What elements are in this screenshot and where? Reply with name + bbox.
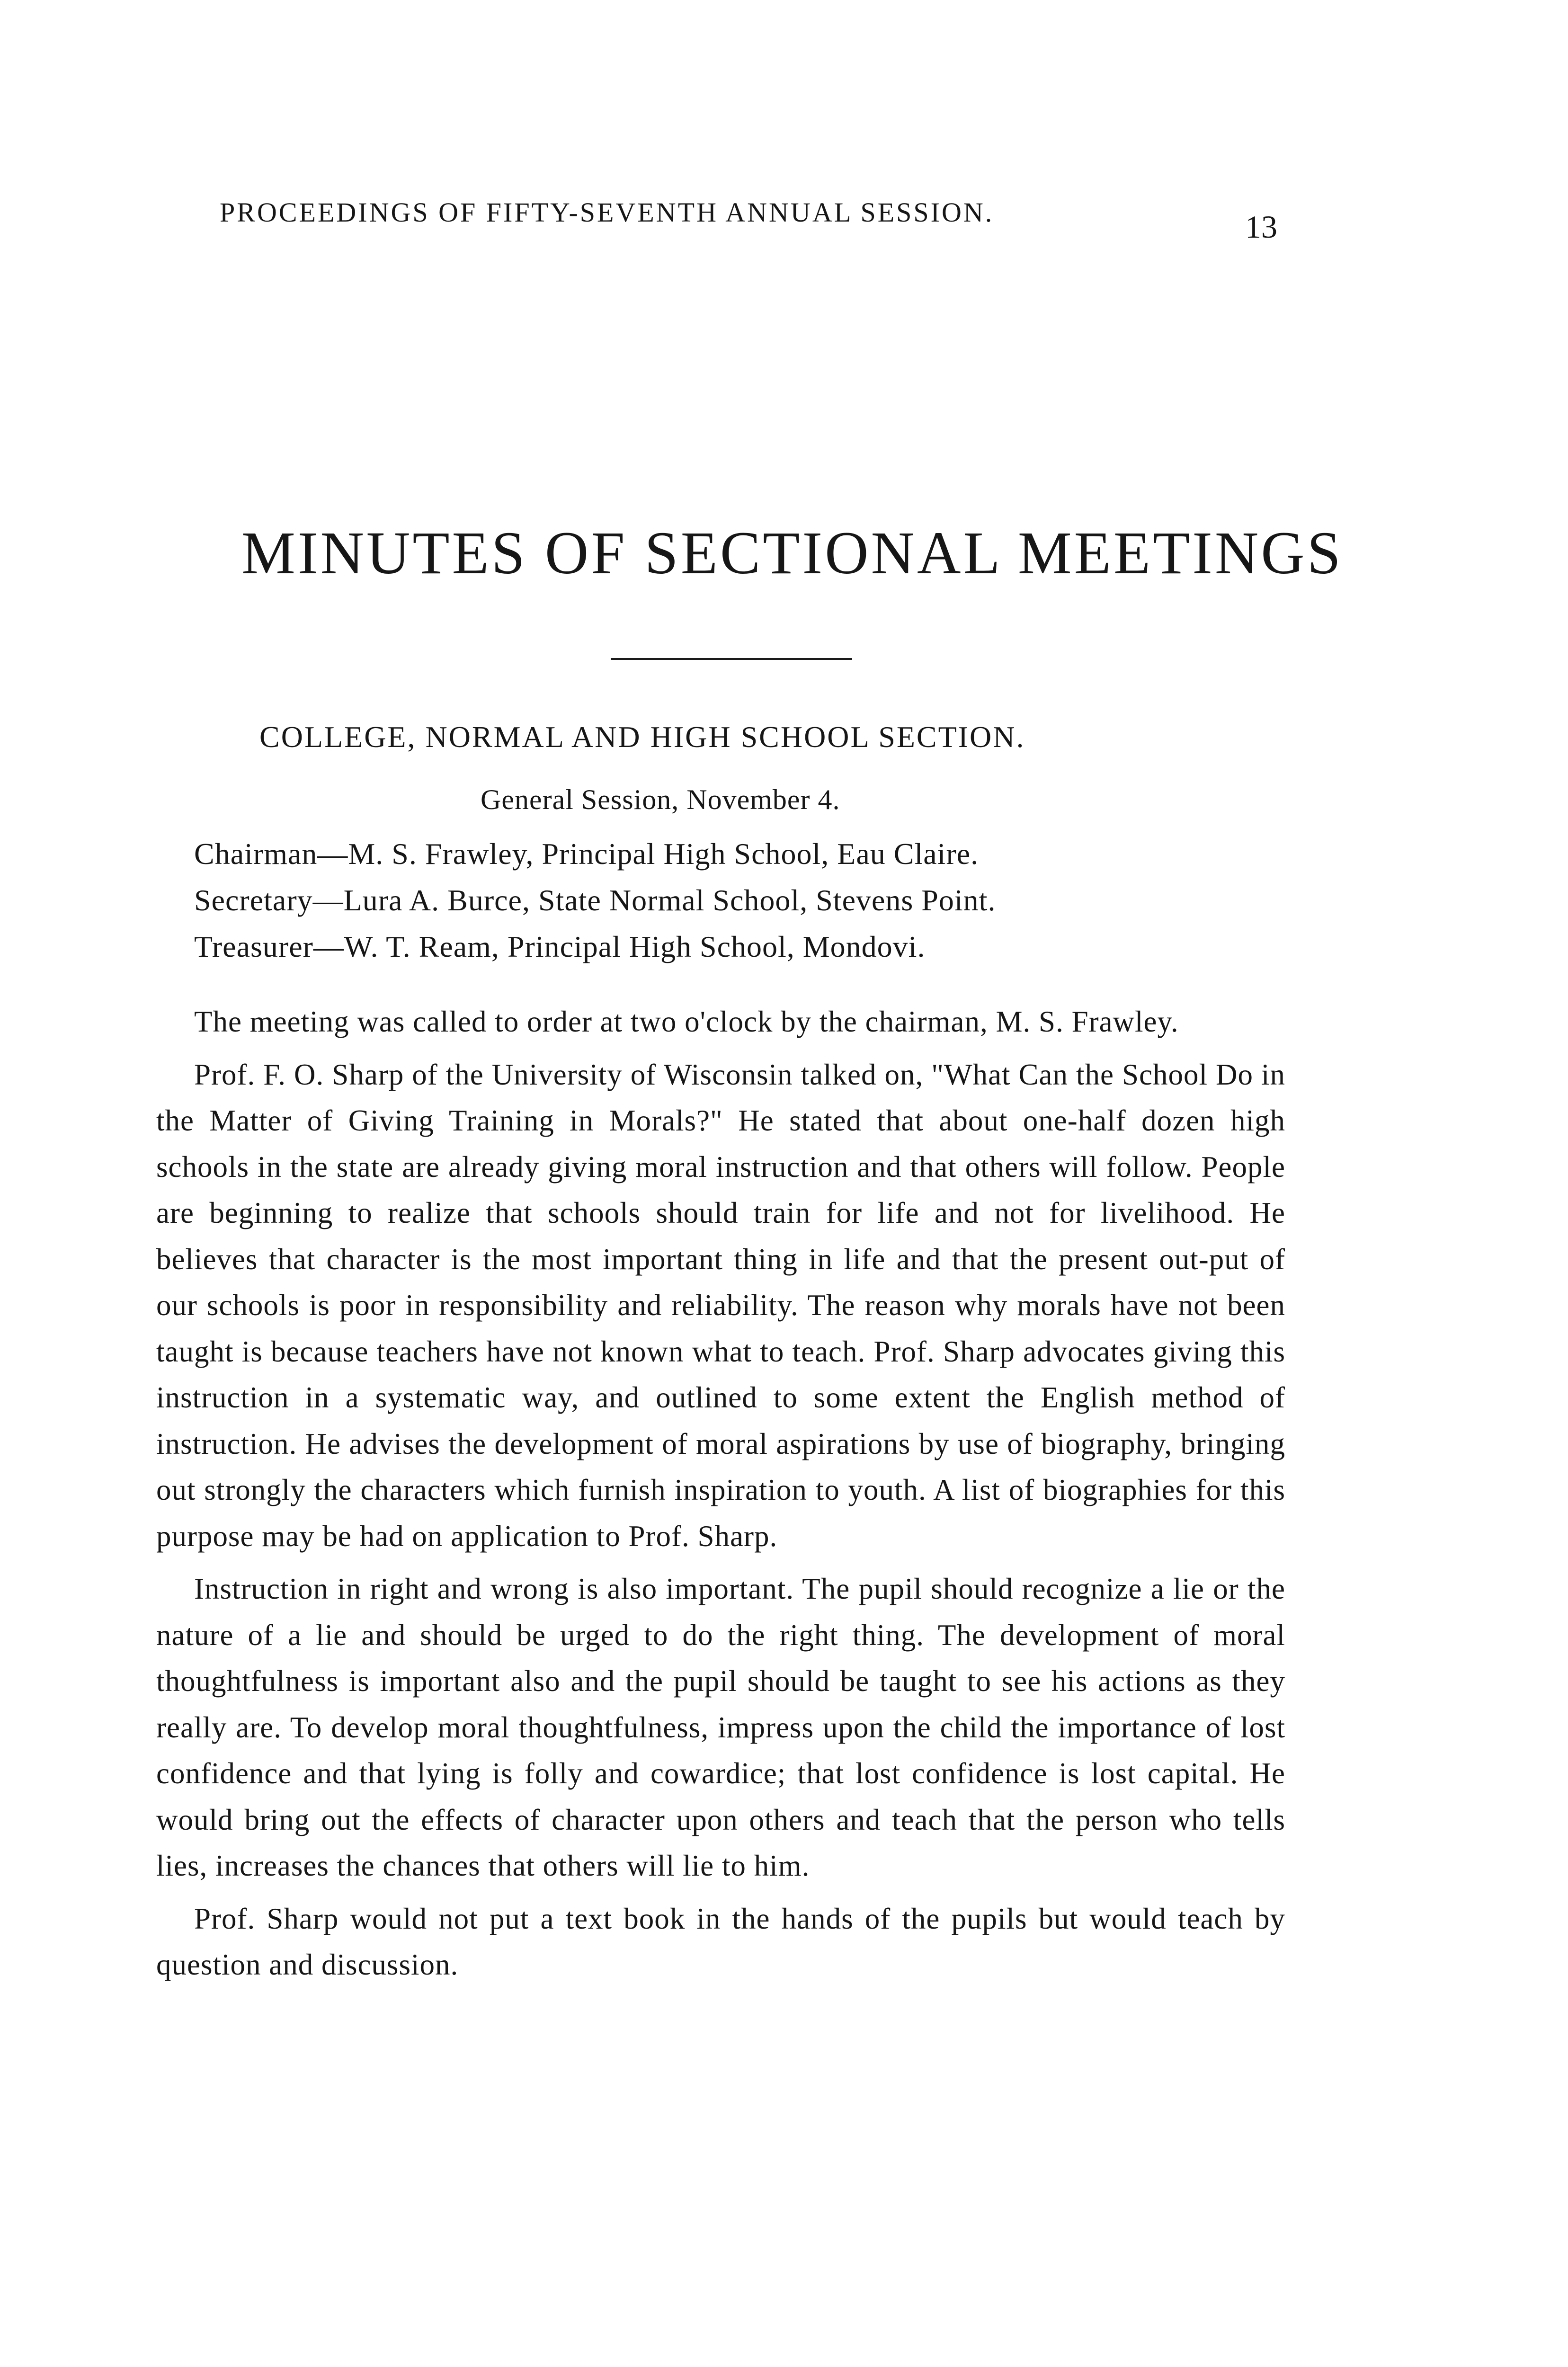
minutes-body xyxy=(156,999,1285,1995)
officer-secretary: Secretary—Lura A. Burce, State Normal School, Stevens Point. xyxy=(194,883,996,917)
officer-treasurer: Treasurer—W. T. Ream, Principal High School, Mondovi. xyxy=(194,930,926,963)
running-header: PROCEEDINGS OF FIFTY-SEVENTH ANNUAL SESSION. xyxy=(220,197,994,228)
officer-chairman: Chairman—M. S. Frawley, Principal High School, Eau Claire. xyxy=(194,837,979,871)
paragraph: The meeting was called to order at two o'clock by the chairman, M. S. Frawley. xyxy=(194,1005,1179,1038)
page-number: 13 xyxy=(1245,209,1277,245)
section-heading: COLLEGE, NORMAL AND HIGH SCHOOL SECTION. xyxy=(259,720,1025,754)
title-divider xyxy=(611,658,852,660)
officers-list xyxy=(194,831,1283,970)
page-title: MINUTES OF SECTIONAL MEETINGS xyxy=(241,519,1343,587)
paragraph: Instruction in right and wrong is also important. The pupil should recognize a lie or the nature of a lie and should be urged to do the right thing. The development of moral thoughtfulness is important also and the pupil should be taught to see his actions as they really are. To develop moral thoughtfulness, impress upon the child the importance of lost confidence and that lying is folly and cowardice; that lost confidence is lost capital. He would bring out the effects of character upon others and teach that the person who tells lies, increases the chances that others will lie to him. xyxy=(156,1572,1285,1882)
paragraph: Prof. Sharp would not put a text book in the hands of the pupils but would teach by question and discussion. xyxy=(156,1902,1285,1981)
paragraph: Prof. F. O. Sharp of the University of Wisconsin talked on, "What Can the School Do in the Matter of Giving Training in Morals?" He stated that about one-half dozen high schools in the state are already giving moral instruction and that others will follow. People are beginning to realize that schools should train for life and not for livelihood. He believes that character is the most important thing in life and that the present out-put of our schools is poor in responsibility and reliability. The reason why morals have not been taught is because teachers have not known what to teach. Prof. Sharp advocates giving this instruction in a systematic way, and outlined to some extent the English method of instruction. He advises the development of moral aspirations by use of biography, bringing out strongly the characters which furnish inspiration to youth. A list of biographies for this purpose may be had on application to Prof. Sharp. xyxy=(156,1058,1285,1553)
session-line: General Session, November 4. xyxy=(481,784,840,815)
